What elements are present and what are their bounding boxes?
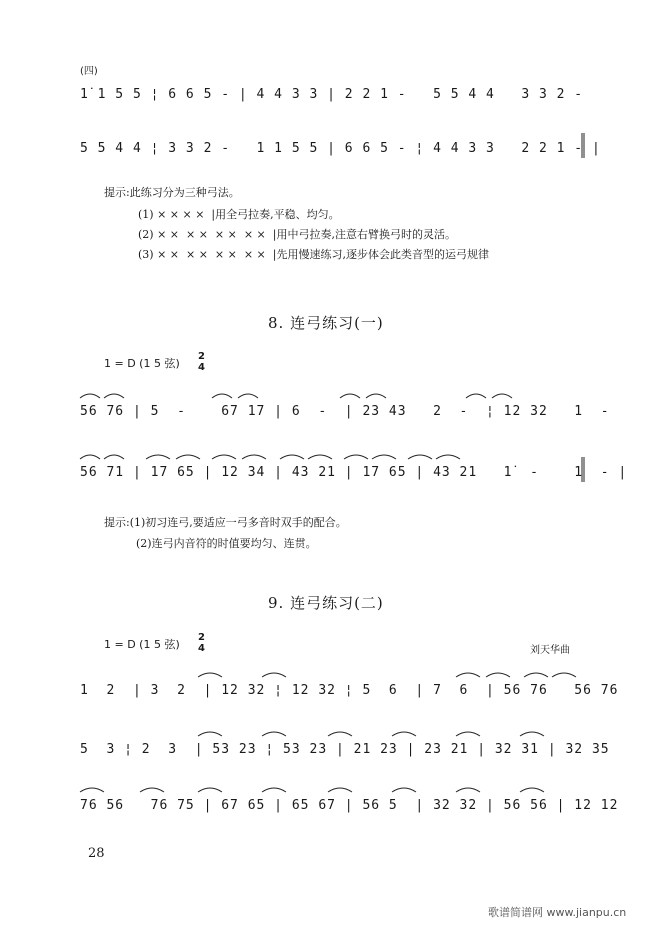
time-signature-top: 2: [198, 632, 205, 643]
exercise-title: 9. 连弓练习(二): [268, 594, 384, 612]
watermark: 歌谱简谱网 www.jianpu.cn: [488, 906, 627, 919]
score-line: 76 56 76 75 | 67 65 | 65 67 | 56 5 | 32 32 | 56 56 | 12 12: [80, 798, 619, 813]
hint-item: (2)连弓内音符的时值要均匀、连贯。: [136, 537, 317, 550]
hint-item: (3) × × × × × × × × |先用慢速练习,逐步体会此类音型的运弓规律: [138, 248, 489, 261]
score-line: 56 71 | 17 65 | 12 34 | 43 21 | 17 65 | 43 21 1̇ - 1 - |: [80, 465, 628, 480]
hint-title: 提示:此练习分为三种弓法。: [104, 186, 240, 199]
score-line: 5 3 ¦ 2 3 | 53 23 ¦ 53 23 | 21 23 | 23 21 | 32 31 | 32 35: [80, 742, 610, 757]
time-signature-bottom: 4: [198, 362, 205, 373]
hint-item: (1) × × × × |用全弓拉奏,平稳、均匀。: [138, 208, 340, 221]
score-line: 1 2 | 3 2 | 12 32 ¦ 12 32 ¦ 5 6 | 7 6 | 56 76 56 76: [80, 683, 619, 698]
hint-item: (2) × × × × × × × × |用中弓拉奏,注意右臂换弓时的灵活。: [138, 228, 456, 241]
key-signature: 1 = D (1 5 弦): [104, 357, 180, 370]
time-signature-bottom: 4: [198, 643, 205, 654]
score-line: 56 76 | 5 - 67 17 | 6 - | 23 43 2 - ¦ 12 32 1 -: [80, 404, 610, 419]
key-signature: 1 = D (1 5 弦): [104, 638, 180, 651]
composer: 刘天华曲: [530, 645, 570, 656]
exercise-title: 8. 连弓练习(一): [268, 314, 384, 332]
time-signature-top: 2: [198, 351, 205, 362]
score-line: 5 5 4 4 ¦ 3 3 2 - 1 1 5 5 | 6 6 5 - ¦ 4 4 3 3 2 2 1 - |: [80, 141, 601, 156]
score-line: 1̇ 1 5 5 ¦ 6 6 5 - | 4 4 3 3 | 2 2 1 - 5 5 4 4 3 3 2 -: [80, 87, 584, 102]
hint-item: 提示:(1)初习连弓,要适应一弓多音时双手的配合。: [104, 516, 347, 529]
section-label: (四): [80, 66, 98, 77]
page-number: 28: [88, 846, 105, 861]
